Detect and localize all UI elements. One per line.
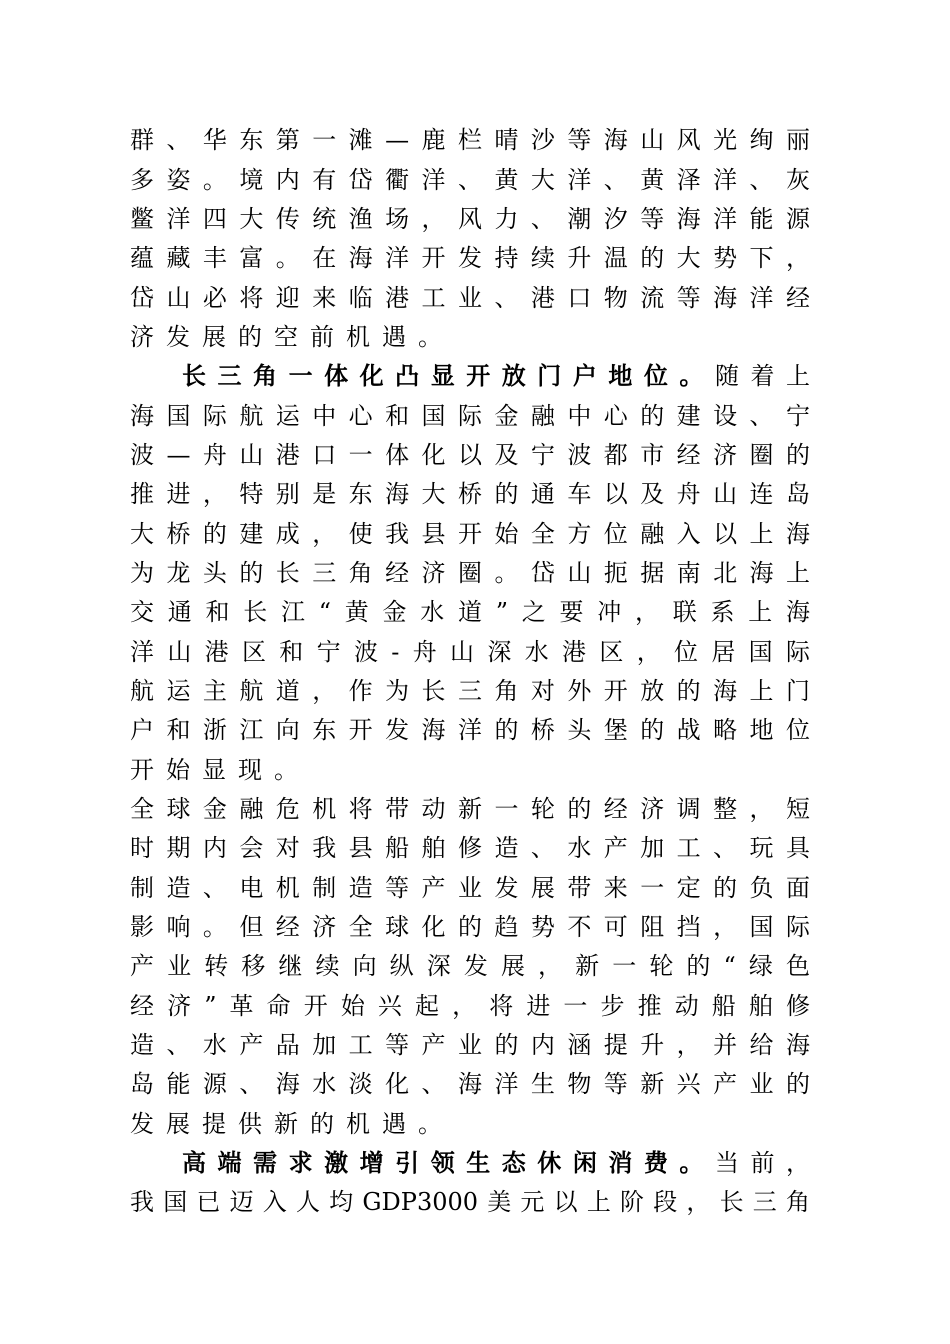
paragraph-line: 产业转移继续向纵深发展，新一轮的“绿色 — [130, 952, 810, 980]
paragraph-line: 发展提供新的机遇。 — [130, 1110, 454, 1138]
paragraph-line: 蕴藏丰富。在海洋开发持续升温的大势下， — [130, 244, 810, 272]
paragraph-line: 济发展的空前机遇。 — [130, 323, 454, 351]
paragraph-line: 开始显现。 — [130, 756, 310, 784]
paragraph-line: 时期内会对我县船舶修造、水产加工、玩具 — [130, 834, 810, 862]
paragraph-line: 海国际航运中心和国际金融中心的建设、宁 — [130, 402, 810, 430]
section-heading-line — [182, 1143, 810, 1183]
paragraph-line: 多姿。境内有岱衢洋、黄大洋、黄泽洋、灰 — [130, 166, 810, 194]
paragraph-line: 鳖洋四大传统渔场，风力、潮汐等海洋能源 — [130, 205, 810, 233]
paragraph-line: 群、华东第一滩—鹿栏晴沙等海山风光绚丽 — [130, 126, 810, 154]
paragraph-line: 经济”革命开始兴起，将进一步推动船舶修 — [130, 992, 810, 1020]
section-heading: 长三角一体化凸显开放门户地位。 — [182, 361, 715, 390]
paragraph-line: 洋山港区和宁波-舟山深水港区，位居国际 — [130, 638, 810, 666]
paragraph-line: 影响。但经济全球化的趋势不可阻挡，国际 — [130, 913, 810, 941]
paragraph-line: 制造、电机制造等产业发展带来一定的负面 — [130, 874, 810, 902]
paragraph-line: 航运主航道，作为长三角对外开放的海上门 — [130, 677, 810, 705]
paragraph-line: 岛能源、海水淡化、海洋生物等新兴产业的 — [130, 1070, 810, 1098]
paragraph-line: 波—舟山港口一体化以及宁波都市经济圈的 — [130, 441, 810, 469]
paragraph-line: 全球金融危机将带动新一轮的经济调整，短 — [130, 795, 810, 823]
paragraph-text: 当前， — [714, 1149, 811, 1177]
paragraph-line: 大桥的建成，使我县开始全方位融入以上海 — [130, 520, 810, 548]
paragraph-line: 推进，特别是东海大桥的通车以及舟山连岛 — [130, 480, 810, 508]
section-heading: 高端需求激增引领生态休闲消费。 — [182, 1148, 715, 1177]
paragraph-line: 岱山必将迎来临港工业、港口物流等海洋经 — [130, 284, 810, 312]
section-heading-line — [182, 356, 810, 396]
paragraph-line: 为龙头的长三角经济圈。岱山扼据南北海上 — [130, 559, 810, 587]
paragraph-line: 户和浙江向东开发海洋的桥头堡的战略地位 — [130, 716, 810, 744]
paragraph-text: 随着上 — [714, 362, 811, 390]
paragraph-line: 造、水产品加工等产业的内涵提升，并给海 — [130, 1031, 810, 1059]
paragraph-line: 我国已迈入人均GDP3000美元以上阶段，长三角 — [130, 1188, 810, 1216]
paragraph-line: 交通和长江“黄金水道”之要冲，联系上海 — [130, 598, 810, 626]
